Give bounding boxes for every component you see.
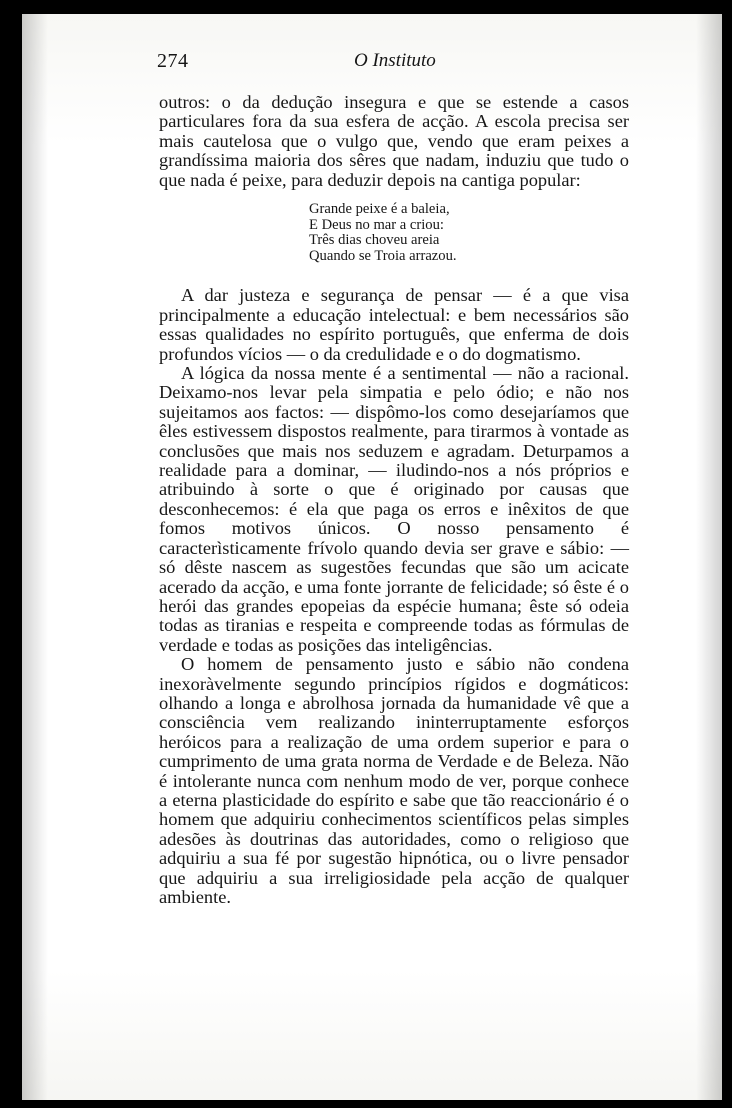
paragraph-logic: A lógica da nossa mente é a sentimental — não a racional. Deixamo-nos levar pela simpatia e pelo ódio; e não nos sujeitamos aos factos: — dispômo-los como desejaríamos que êles estivessem dispostos realmente, para tirarmos à vontade as conclusões que mais nos seduzem e agradam. Deturpamos a realidade para a dominar, — iludindo-nos a nós próprios e atribuindo à sorte o que é originado por causas que desconhecemos: é ela que paga os erros e inêxitos de que fomos motivos únicos. O nosso pensamento é caracterìsticamente frívolo quando devia ser grave e sábio: — só dêste nascem as sugestões fecundas que são um acicate acerado da acção, e uma fonte jorrante de felicidade; só êste é o herói das grandes epopeias da espécie humana; êste só odeia todas as tiranias e respeita e compreende todas as fórmulas de verdade e todas as posições das inteligências. [159, 363, 629, 655]
running-head [157, 50, 629, 74]
main-text [159, 93, 629, 907]
page-number: 274 [157, 50, 189, 72]
verse-line: E Deus no mar a criou: [309, 216, 444, 233]
paragraph-wise-man: O homem de pensamento justo e sábio não condena inexoràvelmente segundo princípios rígidos e dogmáticos: olhando a longa e abrolhosa jornada da humanidade vê que a consciência vem realizando ininterruptamente esforços heróicos para a realização de uma ordem superior e para o cumprimento de uma grata norma de Verdade e de Beleza. Não é intolerante nunca com nenhum modo de ver, porque conhece a eterna plasticidade do espírito e sabe que tão reaccionário é o homem que adquiriu conhecimentos scientíficos pelas simples adesões às doutrinas das autoridades, como o religioso que adquiriu a sua fé por sugestão hipnótica, ou o livre pensador que adquiriu a sua irreligiosidade pela acção de qualquer ambiente. [159, 654, 629, 907]
paragraph-opening: outros: o da dedução insegura e que se estende a casos particulares fora da sua esfera de acção. A escola precisa ser mais cautelosa que o vulgo que, vendo que eram peixes a grandíssima maioria dos sêres que nadam, induziu que tudo o que nada é peixe, para deduzir depois na cantiga popular: [159, 92, 629, 190]
verse-line: Três dias choveu areia [309, 232, 440, 249]
paragraph-education: A dar justeza e segurança de pensar — é a que visa principalmente a educação intelectual: e bem necessários são essas qualidades no espírito português, que enferma de dois profundos vícios — o da credulidade e o do dogmatismo. [159, 285, 629, 364]
quoted-verse [309, 202, 629, 264]
page-edge-shadow-left [22, 14, 48, 1100]
verse-line: Grande peixe é a baleia, [309, 201, 450, 218]
journal-title: O Instituto [354, 50, 436, 71]
page-edge-shadow-right [696, 14, 722, 1100]
verse-line: Quando se Troia arrazou. [309, 247, 457, 264]
